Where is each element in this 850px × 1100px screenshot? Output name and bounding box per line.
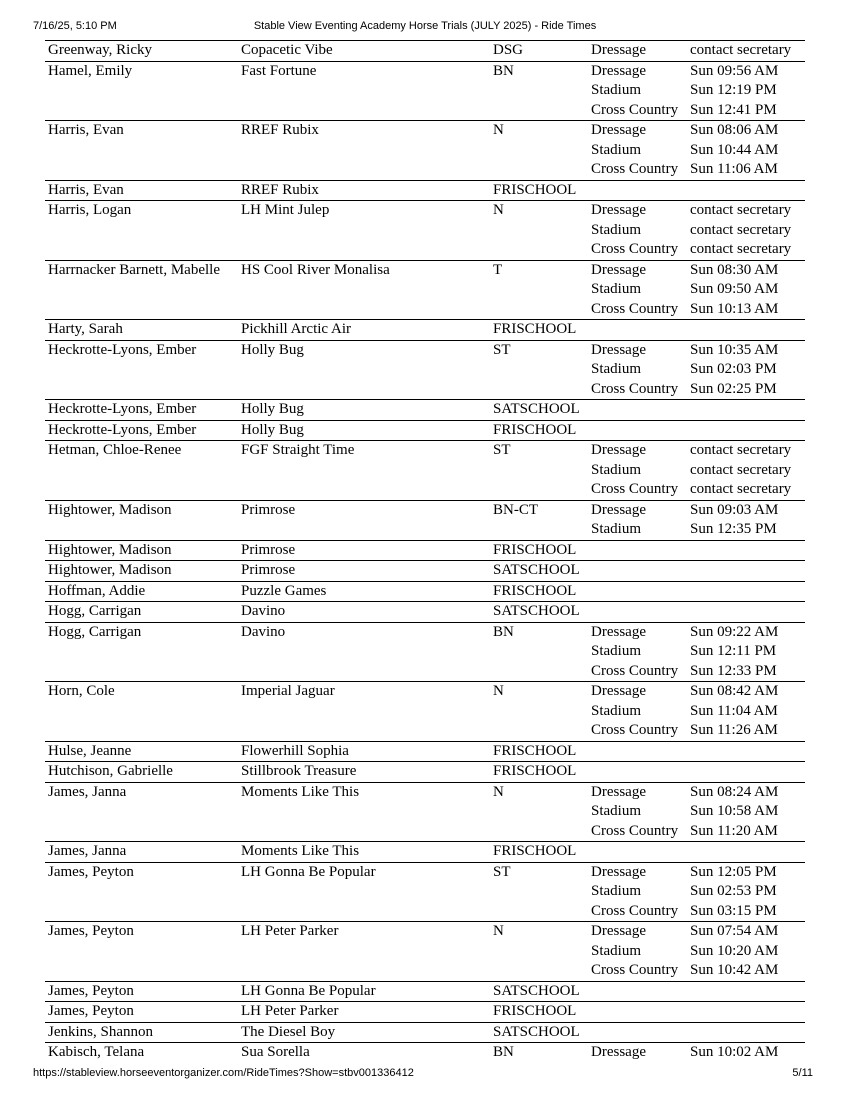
rider-name: James, Peyton	[48, 863, 134, 880]
row-line	[45, 561, 805, 581]
phase-name: Dressage	[591, 863, 646, 880]
row-line	[45, 541, 805, 561]
phase-name: Stadium	[591, 883, 642, 899]
phase-name: Cross Country	[591, 722, 679, 738]
phase-name: Cross Country	[591, 101, 679, 118]
phase-time: contact secretary	[690, 442, 792, 458]
table-row	[45, 782, 805, 842]
phase-name: Dressage	[591, 442, 646, 458]
division: FRISCHOOL	[493, 742, 577, 759]
row-line	[45, 261, 805, 281]
table-row	[45, 319, 805, 340]
row-line	[45, 721, 805, 741]
phase-time: Sun 12:19 PM	[690, 82, 777, 98]
phase-name: Stadium	[591, 643, 642, 659]
table-row	[45, 560, 805, 581]
table-row	[45, 500, 805, 540]
phase-time: Sun 11:04 AM	[690, 702, 778, 719]
division: BN	[493, 1044, 514, 1060]
row-line	[45, 41, 805, 61]
row-line	[45, 882, 805, 902]
phase-name: Dressage	[591, 202, 646, 218]
division: DSG	[493, 42, 524, 58]
horse-name: The Diesel Boy	[241, 1023, 336, 1040]
table-row	[45, 622, 805, 682]
horse-name: Puzzle Games	[241, 582, 327, 599]
phase-name: Stadium	[591, 281, 642, 297]
row-line	[45, 682, 805, 702]
horse-name: Holly Bug	[241, 401, 304, 417]
phase-name: Dressage	[591, 783, 646, 800]
row-line	[45, 902, 805, 922]
phase-time: contact secretary	[690, 481, 792, 497]
horse-name: Holly Bug	[241, 341, 304, 358]
phase-time: Sun 08:30 AM	[690, 261, 779, 278]
phase-time: Sun 10:42 AM	[690, 962, 779, 978]
row-line	[45, 101, 805, 121]
phase-name: Stadium	[591, 82, 642, 98]
phase-name: Stadium	[591, 361, 642, 377]
row-line	[45, 221, 805, 241]
row-line	[45, 863, 805, 883]
rider-name: James, Peyton	[48, 982, 134, 999]
horse-name: Davino	[241, 603, 286, 619]
row-line	[45, 623, 805, 643]
division: FRISCHOOL	[493, 541, 577, 558]
row-line	[45, 421, 805, 441]
phase-name: Dressage	[591, 501, 646, 518]
phase-time: Sun 08:24 AM	[690, 783, 779, 800]
phase-time: contact secretary	[690, 461, 792, 478]
phase-time: Sun 11:06 AM	[690, 161, 778, 177]
row-line	[45, 642, 805, 662]
table-row	[45, 601, 805, 622]
division: FRISCHOOL	[493, 181, 577, 198]
horse-name: Holly Bug	[241, 421, 304, 438]
table-row	[45, 61, 805, 121]
row-line	[45, 320, 805, 340]
phase-name: Stadium	[591, 521, 642, 537]
rider-name: Hightower, Madison	[48, 541, 172, 558]
division: FRISCHOOL	[493, 421, 577, 438]
table-row	[45, 260, 805, 320]
row-line	[45, 300, 805, 320]
division: BN	[493, 62, 514, 79]
rider-name: James, Janna	[48, 843, 127, 859]
division: SATSCHOOL	[493, 562, 580, 578]
row-line	[45, 762, 805, 782]
row-line	[45, 181, 805, 201]
row-line	[45, 480, 805, 500]
phase-name: Dressage	[591, 623, 646, 640]
table-row	[45, 440, 805, 500]
row-line	[45, 441, 805, 461]
horse-name: Primrose	[241, 562, 296, 578]
horse-name: RREF Rubix	[241, 122, 319, 138]
phase-time: Sun 12:05 PM	[690, 863, 777, 880]
phase-time: Sun 11:20 AM	[690, 822, 778, 839]
row-line	[45, 461, 805, 481]
row-line	[45, 520, 805, 540]
rider-name: Heckrotte-Lyons, Ember	[48, 401, 197, 417]
horse-name: LH Mint Julep	[241, 202, 330, 218]
phase-time: Sun 09:56 AM	[690, 62, 779, 79]
rider-name: Hogg, Carrigan	[48, 623, 142, 640]
row-line	[45, 280, 805, 300]
phase-name: Dressage	[591, 923, 646, 939]
rider-name: Hetman, Chloe-Renee	[48, 442, 182, 458]
table-row	[45, 862, 805, 922]
row-line	[45, 1002, 805, 1022]
horse-name: Copacetic Vibe	[241, 42, 333, 58]
row-line	[45, 62, 805, 82]
horse-name: LH Gonna Be Popular	[241, 982, 376, 999]
row-line	[45, 201, 805, 221]
table-row	[45, 180, 805, 201]
division: FRISCHOOL	[493, 763, 577, 779]
horse-name: FGF Straight Time	[241, 442, 355, 458]
phase-time: Sun 10:20 AM	[690, 942, 779, 959]
phase-name: Cross Country	[591, 822, 679, 839]
division: BN	[493, 623, 514, 640]
division: ST	[493, 442, 511, 458]
phase-name: Stadium	[591, 803, 642, 819]
division: ST	[493, 341, 511, 358]
row-line	[45, 602, 805, 622]
division: N	[493, 783, 504, 800]
phase-time: Sun 07:54 AM	[690, 923, 779, 939]
page-title: Stable View Eventing Academy Horse Trials (JULY 2025) - Ride Times	[253, 20, 597, 32]
phase-time: Sun 10:02 AM	[690, 1044, 779, 1060]
division: SATSCHOOL	[493, 1023, 580, 1040]
row-line	[45, 341, 805, 361]
rider-name: Greenway, Ricky	[48, 42, 152, 58]
phase-time: contact secretary	[690, 221, 792, 238]
row-line	[45, 783, 805, 803]
rider-name: Hogg, Carrigan	[48, 603, 142, 619]
page-number: 5/11	[792, 1067, 813, 1079]
rider-name: Hulse, Jeanne	[48, 742, 132, 759]
horse-name: Primrose	[241, 541, 296, 558]
division: N	[493, 683, 504, 699]
phase-time: Sun 10:13 AM	[690, 300, 779, 317]
rider-name: Harris, Evan	[48, 181, 124, 198]
division: FRISCHOOL	[493, 843, 577, 859]
phase-name: Cross Country	[591, 962, 679, 978]
rider-name: Hightower, Madison	[48, 501, 172, 518]
rider-name: Kabisch, Telana	[48, 1044, 145, 1060]
rider-name: Hutchison, Gabrielle	[48, 763, 173, 779]
phase-time: Sun 10:35 AM	[690, 341, 779, 358]
phase-name: Stadium	[591, 942, 642, 959]
phase-time: contact secretary	[690, 42, 792, 58]
table-row	[45, 1022, 805, 1043]
division: ST	[493, 863, 511, 880]
rider-name: Jenkins, Shannon	[48, 1023, 153, 1040]
phase-name: Cross Country	[591, 902, 679, 919]
row-line	[45, 240, 805, 260]
division: BN-CT	[493, 501, 538, 518]
phase-time: Sun 02:25 PM	[690, 380, 777, 397]
phase-time: Sun 10:44 AM	[690, 141, 779, 158]
phase-time: Sun 10:58 AM	[690, 803, 779, 819]
horse-name: Stillbrook Treasure	[241, 763, 357, 779]
rider-name: Hoffman, Addie	[48, 582, 146, 599]
horse-name: Fast Fortune	[241, 62, 317, 79]
row-line	[45, 360, 805, 380]
row-line	[45, 842, 805, 862]
horse-name: Moments Like This	[241, 843, 360, 859]
phase-name: Dressage	[591, 1044, 646, 1060]
row-line	[45, 822, 805, 842]
phase-time: Sun 02:03 PM	[690, 361, 777, 377]
horse-name: Primrose	[241, 501, 296, 518]
row-line	[45, 81, 805, 101]
phase-name: Cross Country	[591, 161, 679, 177]
row-line	[45, 942, 805, 962]
rider-name: Harris, Logan	[48, 202, 132, 218]
row-line	[45, 141, 805, 161]
phase-name: Dressage	[591, 122, 646, 138]
phase-name: Dressage	[591, 261, 646, 278]
horse-name: LH Gonna Be Popular	[241, 863, 376, 880]
row-line	[45, 501, 805, 521]
row-line	[45, 1023, 805, 1043]
rider-name: Heckrotte-Lyons, Ember	[48, 341, 197, 358]
phase-name: Cross Country	[591, 662, 679, 679]
row-line	[45, 961, 805, 981]
phase-time: Sun 12:35 PM	[690, 521, 777, 537]
phase-time: Sun 08:06 AM	[690, 122, 779, 138]
row-line	[45, 1043, 805, 1063]
division: T	[493, 261, 503, 278]
phase-time: Sun 09:50 AM	[690, 281, 779, 297]
row-line	[45, 802, 805, 822]
rider-name: Harris, Evan	[48, 122, 124, 138]
division: FRISCHOOL	[493, 1003, 577, 1019]
row-line	[45, 160, 805, 180]
rider-name: James, Janna	[48, 783, 127, 800]
rider-name: Harrnacker Barnett, Mabelle	[48, 261, 220, 278]
phase-time: Sun 09:22 AM	[690, 623, 779, 640]
phase-name: Dressage	[591, 62, 646, 79]
horse-name: Sua Sorella	[241, 1044, 310, 1060]
phase-name: Cross Country	[591, 481, 679, 497]
phase-time: Sun 03:15 PM	[690, 902, 777, 919]
rider-name: Hamel, Emily	[48, 62, 133, 79]
horse-name: Davino	[241, 623, 286, 640]
phase-name: Stadium	[591, 221, 642, 238]
horse-name: LH Peter Parker	[241, 923, 339, 939]
division: N	[493, 202, 504, 218]
division: SATSCHOOL	[493, 401, 580, 417]
table-row	[45, 741, 805, 762]
row-line	[45, 742, 805, 762]
phase-name: Stadium	[591, 461, 642, 478]
ride-times-table	[45, 40, 805, 1063]
row-line	[45, 400, 805, 420]
phase-name: Cross Country	[591, 241, 679, 257]
rider-name: James, Peyton	[48, 923, 134, 939]
table-row	[45, 681, 805, 741]
phase-time: contact secretary	[690, 241, 792, 257]
horse-name: Moments Like This	[241, 783, 360, 800]
phase-name: Cross Country	[591, 300, 679, 317]
table-row	[45, 200, 805, 260]
table-row	[45, 399, 805, 420]
rider-name: Heckrotte-Lyons, Ember	[48, 421, 197, 438]
row-line	[45, 982, 805, 1002]
table-row	[45, 540, 805, 561]
phase-time: Sun 08:42 AM	[690, 683, 779, 699]
rider-name: Hightower, Madison	[48, 562, 172, 578]
phase-name: Stadium	[591, 702, 642, 719]
phase-name: Dressage	[591, 683, 646, 699]
horse-name: HS Cool River Monalisa	[241, 261, 390, 278]
phase-time: Sun 12:33 PM	[690, 662, 777, 679]
table-row	[45, 40, 805, 61]
row-line	[45, 380, 805, 400]
phase-time: Sun 11:26 AM	[690, 722, 778, 738]
row-line	[45, 922, 805, 942]
print-date: 7/16/25, 5:10 PM	[33, 20, 117, 32]
phase-name: Dressage	[591, 341, 646, 358]
phase-name: Stadium	[591, 141, 642, 158]
row-line	[45, 702, 805, 722]
table-row	[45, 1042, 805, 1063]
division: FRISCHOOL	[493, 582, 577, 599]
phase-time: Sun 02:53 PM	[690, 883, 777, 899]
table-row	[45, 340, 805, 400]
division: SATSCHOOL	[493, 982, 580, 999]
table-row	[45, 981, 805, 1002]
horse-name: LH Peter Parker	[241, 1003, 339, 1019]
table-row	[45, 120, 805, 180]
rider-name: James, Peyton	[48, 1003, 134, 1019]
rider-name: Harty, Sarah	[48, 321, 123, 337]
row-line	[45, 121, 805, 141]
division: N	[493, 122, 504, 138]
phase-name: Dressage	[591, 42, 646, 58]
division: SATSCHOOL	[493, 603, 580, 619]
table-row	[45, 420, 805, 441]
page-url: https://stableview.horseeventorganizer.com/RideTimes?Show=stbv001336412	[33, 1067, 414, 1079]
horse-name: Flowerhill Sophia	[241, 742, 349, 759]
horse-name: Imperial Jaguar	[241, 683, 335, 699]
division: N	[493, 923, 504, 939]
rider-name: Horn, Cole	[48, 683, 115, 699]
table-row	[45, 761, 805, 782]
division: FRISCHOOL	[493, 321, 577, 337]
horse-name: RREF Rubix	[241, 181, 319, 198]
row-line	[45, 582, 805, 602]
table-row	[45, 921, 805, 981]
table-row	[45, 841, 805, 862]
table-row	[45, 581, 805, 602]
row-line	[45, 662, 805, 682]
phase-time: Sun 09:03 AM	[690, 501, 779, 518]
phase-name: Cross Country	[591, 380, 679, 397]
phase-time: Sun 12:11 PM	[690, 643, 777, 659]
phase-time: Sun 12:41 PM	[690, 101, 777, 118]
table-row	[45, 1001, 805, 1022]
horse-name: Pickhill Arctic Air	[241, 321, 351, 337]
phase-time: contact secretary	[690, 202, 792, 218]
